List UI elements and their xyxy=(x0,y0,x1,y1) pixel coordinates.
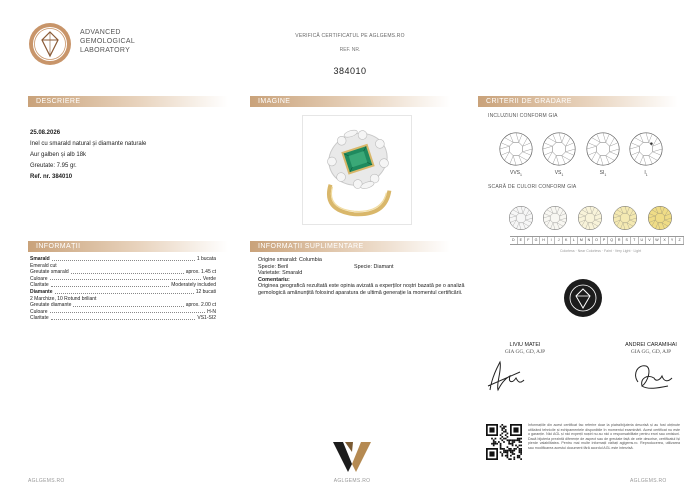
signature-title-2: GIA GG, GD, AJP xyxy=(630,349,672,355)
info-row-value: H-N xyxy=(207,308,216,315)
origin: Origine smarald: Columbia xyxy=(258,257,322,263)
color-scale-letter: G xyxy=(533,237,541,244)
description-ref: Ref. nr. 384010 xyxy=(30,174,73,180)
color-scale-letter: Q xyxy=(608,237,616,244)
inclusion-grade-sub: 1 xyxy=(604,173,607,177)
color-scale-letter: R xyxy=(616,237,624,244)
section-header-description: DESCRIERE xyxy=(28,96,228,107)
color-scale-letter: N xyxy=(586,237,594,244)
description-metal: Aur galben și alb 18k xyxy=(30,152,87,158)
description-weight: Greutate: 7.95 gr. xyxy=(30,163,77,169)
footer-link-right[interactable]: AGLGEMS.RO xyxy=(630,478,667,484)
info-row-value: VS1-SI2 xyxy=(197,315,216,322)
signature-name-1: LIVIU MATEI xyxy=(509,342,541,348)
info-row xyxy=(30,269,216,276)
color-scale-caption: Colorless · Near Colorless · Faint · Very Light · Light xyxy=(560,249,642,253)
info-row-value: aprox. 2.00 ct xyxy=(185,302,216,309)
info-row-leader xyxy=(55,289,194,294)
info-row-leader xyxy=(51,315,196,320)
color-scale-letter: E xyxy=(518,237,526,244)
section-header-criteria: CRITERII DE GRADARE xyxy=(478,96,678,107)
supplementary-block xyxy=(258,257,480,297)
info-row-key: Emerald cut xyxy=(30,262,57,269)
info-row-value: Moderately included xyxy=(171,282,216,289)
info-row xyxy=(30,256,216,263)
info-row-leader xyxy=(50,309,206,314)
inclusion-grade-label xyxy=(628,170,664,177)
section-header-supplementary: INFORMAȚII SUPLIMENTARE xyxy=(250,241,450,252)
inclusion-grade-sub: 1 xyxy=(561,173,564,177)
info-row-key: Claritate xyxy=(30,315,49,322)
lab-badge-logo xyxy=(563,278,603,318)
color-grade-diamond-icon xyxy=(647,205,673,231)
comments-label: Comentariu: xyxy=(258,276,290,283)
verify-certificate-text[interactable]: VERIFICĂ CERTIFICATUL PE AGLGEMS.RO xyxy=(295,33,405,39)
color-scale-letter: V xyxy=(646,237,654,244)
lab-name-line: ADVANCED xyxy=(80,29,121,36)
info-row-key: Culoare xyxy=(30,308,48,315)
info-row xyxy=(30,282,216,289)
info-row xyxy=(30,309,216,316)
info-row-key: Smarald xyxy=(30,256,50,262)
color-scale-letter: F xyxy=(525,237,533,244)
inclusions-title: INCLUZIUNI CONFORM GIA xyxy=(488,113,558,119)
color-scale-letter: I xyxy=(548,237,556,244)
color-scale-letter: J xyxy=(555,237,563,244)
color-scale-letter: Y xyxy=(669,237,677,244)
info-row-leader xyxy=(73,302,183,307)
color-scale xyxy=(510,236,684,245)
species-diamond: Specie: Diamant xyxy=(354,263,394,270)
info-row xyxy=(30,302,216,309)
color-scale-letter: W xyxy=(654,237,662,244)
inclusion-diamond-icon xyxy=(541,131,577,167)
info-row-leader xyxy=(52,256,195,261)
info-row xyxy=(30,276,216,283)
description-date: 25.08.2026 xyxy=(30,130,61,136)
lab-seal-logo xyxy=(28,22,72,66)
inclusion-grade-label xyxy=(541,170,577,177)
color-scale-letter: D xyxy=(510,237,518,244)
inclusion-diamond-icon xyxy=(585,131,621,167)
info-row-key: Culoare xyxy=(30,275,48,282)
inclusion-grade-label xyxy=(498,170,534,177)
lab-name-line: LABORATORY xyxy=(80,47,131,54)
description-block xyxy=(30,128,230,183)
inclusion-grade-sub: 1 xyxy=(520,173,522,177)
info-row xyxy=(30,296,216,303)
color-scale-letter: O xyxy=(593,237,601,244)
inclusion-diamond-icon xyxy=(628,131,664,167)
info-row-key: Claritate xyxy=(30,282,49,289)
section-header-image: IMAGINE xyxy=(250,96,450,107)
info-row xyxy=(30,315,216,322)
species-row xyxy=(258,264,480,271)
color-scale-letter: M xyxy=(578,237,586,244)
info-table xyxy=(30,256,216,322)
color-scale-letter: T xyxy=(631,237,639,244)
colors-title: SCARĂ DE CULORI CONFORM GIA xyxy=(488,184,577,190)
section-header-info: INFORMAȚII xyxy=(28,241,228,252)
inclusion-grade-sub: 1 xyxy=(645,173,648,177)
color-scale-letter: L xyxy=(571,237,579,244)
inclusion-grade: SI xyxy=(599,170,605,176)
signature-2-image xyxy=(628,356,678,396)
agl-brand-logo xyxy=(331,438,373,474)
footer-link-center[interactable]: AGLGEMS.RO xyxy=(333,478,371,484)
inclusion-diamond-icon xyxy=(498,131,534,167)
signature-title-1: GIA GG, GD, AJP xyxy=(504,349,546,355)
color-scale-letter: Z xyxy=(676,237,684,244)
info-row-value: 12 bucati xyxy=(195,288,216,295)
color-scale-letter: K xyxy=(563,237,571,244)
signature-name-2: ANDREI CARAMIHAI xyxy=(625,342,677,348)
color-grade-diamond-icon xyxy=(542,205,568,231)
comment-text: Originea geografică rezultată este opinia avizată a experților noștri bazată pe o analiză gemologică amănunțită folosind aparatura de ultimă generație la momentul certificării. xyxy=(258,283,465,296)
info-row-value: Verde xyxy=(202,275,216,282)
info-row-key: 2 Marchize, 10 Rotund briliant xyxy=(30,295,97,302)
qr-code[interactable] xyxy=(486,424,522,460)
info-row-key: Diamante xyxy=(30,288,53,295)
footer-link-left[interactable]: AGLGEMS.RO xyxy=(28,478,65,484)
lab-name-line: GEMOLOGICAL xyxy=(80,38,136,45)
color-scale-letter: U xyxy=(639,237,647,244)
info-row-leader xyxy=(50,276,201,281)
inclusion-grade: I xyxy=(644,170,646,176)
color-grade-diamond-icon xyxy=(612,205,638,231)
ref-number-label: REF. NR. xyxy=(339,47,361,53)
info-row xyxy=(30,263,216,270)
info-row-key: Greutate diamante xyxy=(30,302,72,309)
color-scale-letter: H xyxy=(540,237,548,244)
legal-disclaimer: Informațiile din acest certificat fac referire doar la piatra/bijuteria descrisă și au fost obținute utilizând tehnicile și echipamentele disponibile în momentul examinării. Acest certificat nu este o garanție. Nici AGL și nici experții noștri nu au nici o responsabilitate pentru erori sau omisiuni. Dacă bijuteria prezintă diferențe de aspect sau de greutate față de cele descrise, certificatul își pierde valabilitatea. Pentru mai multe informații vizitați aglgems.ro. Reproducerea, utilizarea sau modificarea acestui document fără acordul AGL este interzisă. xyxy=(528,423,680,450)
info-row xyxy=(30,289,216,296)
color-grade-diamond-icon xyxy=(508,205,534,231)
info-row-leader xyxy=(71,269,184,274)
info-row-key: Greutate smarald xyxy=(30,269,69,276)
variety: Varietate: Smarald xyxy=(258,270,303,277)
lab-name xyxy=(80,28,160,55)
ref-number-value: 384010 xyxy=(333,66,367,76)
info-row-value: aprox. 1.45 ct xyxy=(185,269,216,276)
color-scale-letter: S xyxy=(623,237,631,244)
color-scale-letter: P xyxy=(601,237,609,244)
species-emerald: Specie: Beril xyxy=(258,263,289,270)
ring-photo xyxy=(302,115,412,225)
inclusion-grade-label xyxy=(585,170,621,177)
info-row-leader xyxy=(51,282,170,287)
inclusion-grade: VS xyxy=(554,170,562,176)
info-row-value: 1 bucata xyxy=(196,256,216,262)
description-item: Inel cu smarald natural și diamante naturale xyxy=(30,141,147,147)
inclusion-grade: VVS xyxy=(510,170,521,176)
color-scale-letter: X xyxy=(661,237,669,244)
signature-1-image xyxy=(484,356,528,396)
color-grade-diamond-icon xyxy=(577,205,603,231)
